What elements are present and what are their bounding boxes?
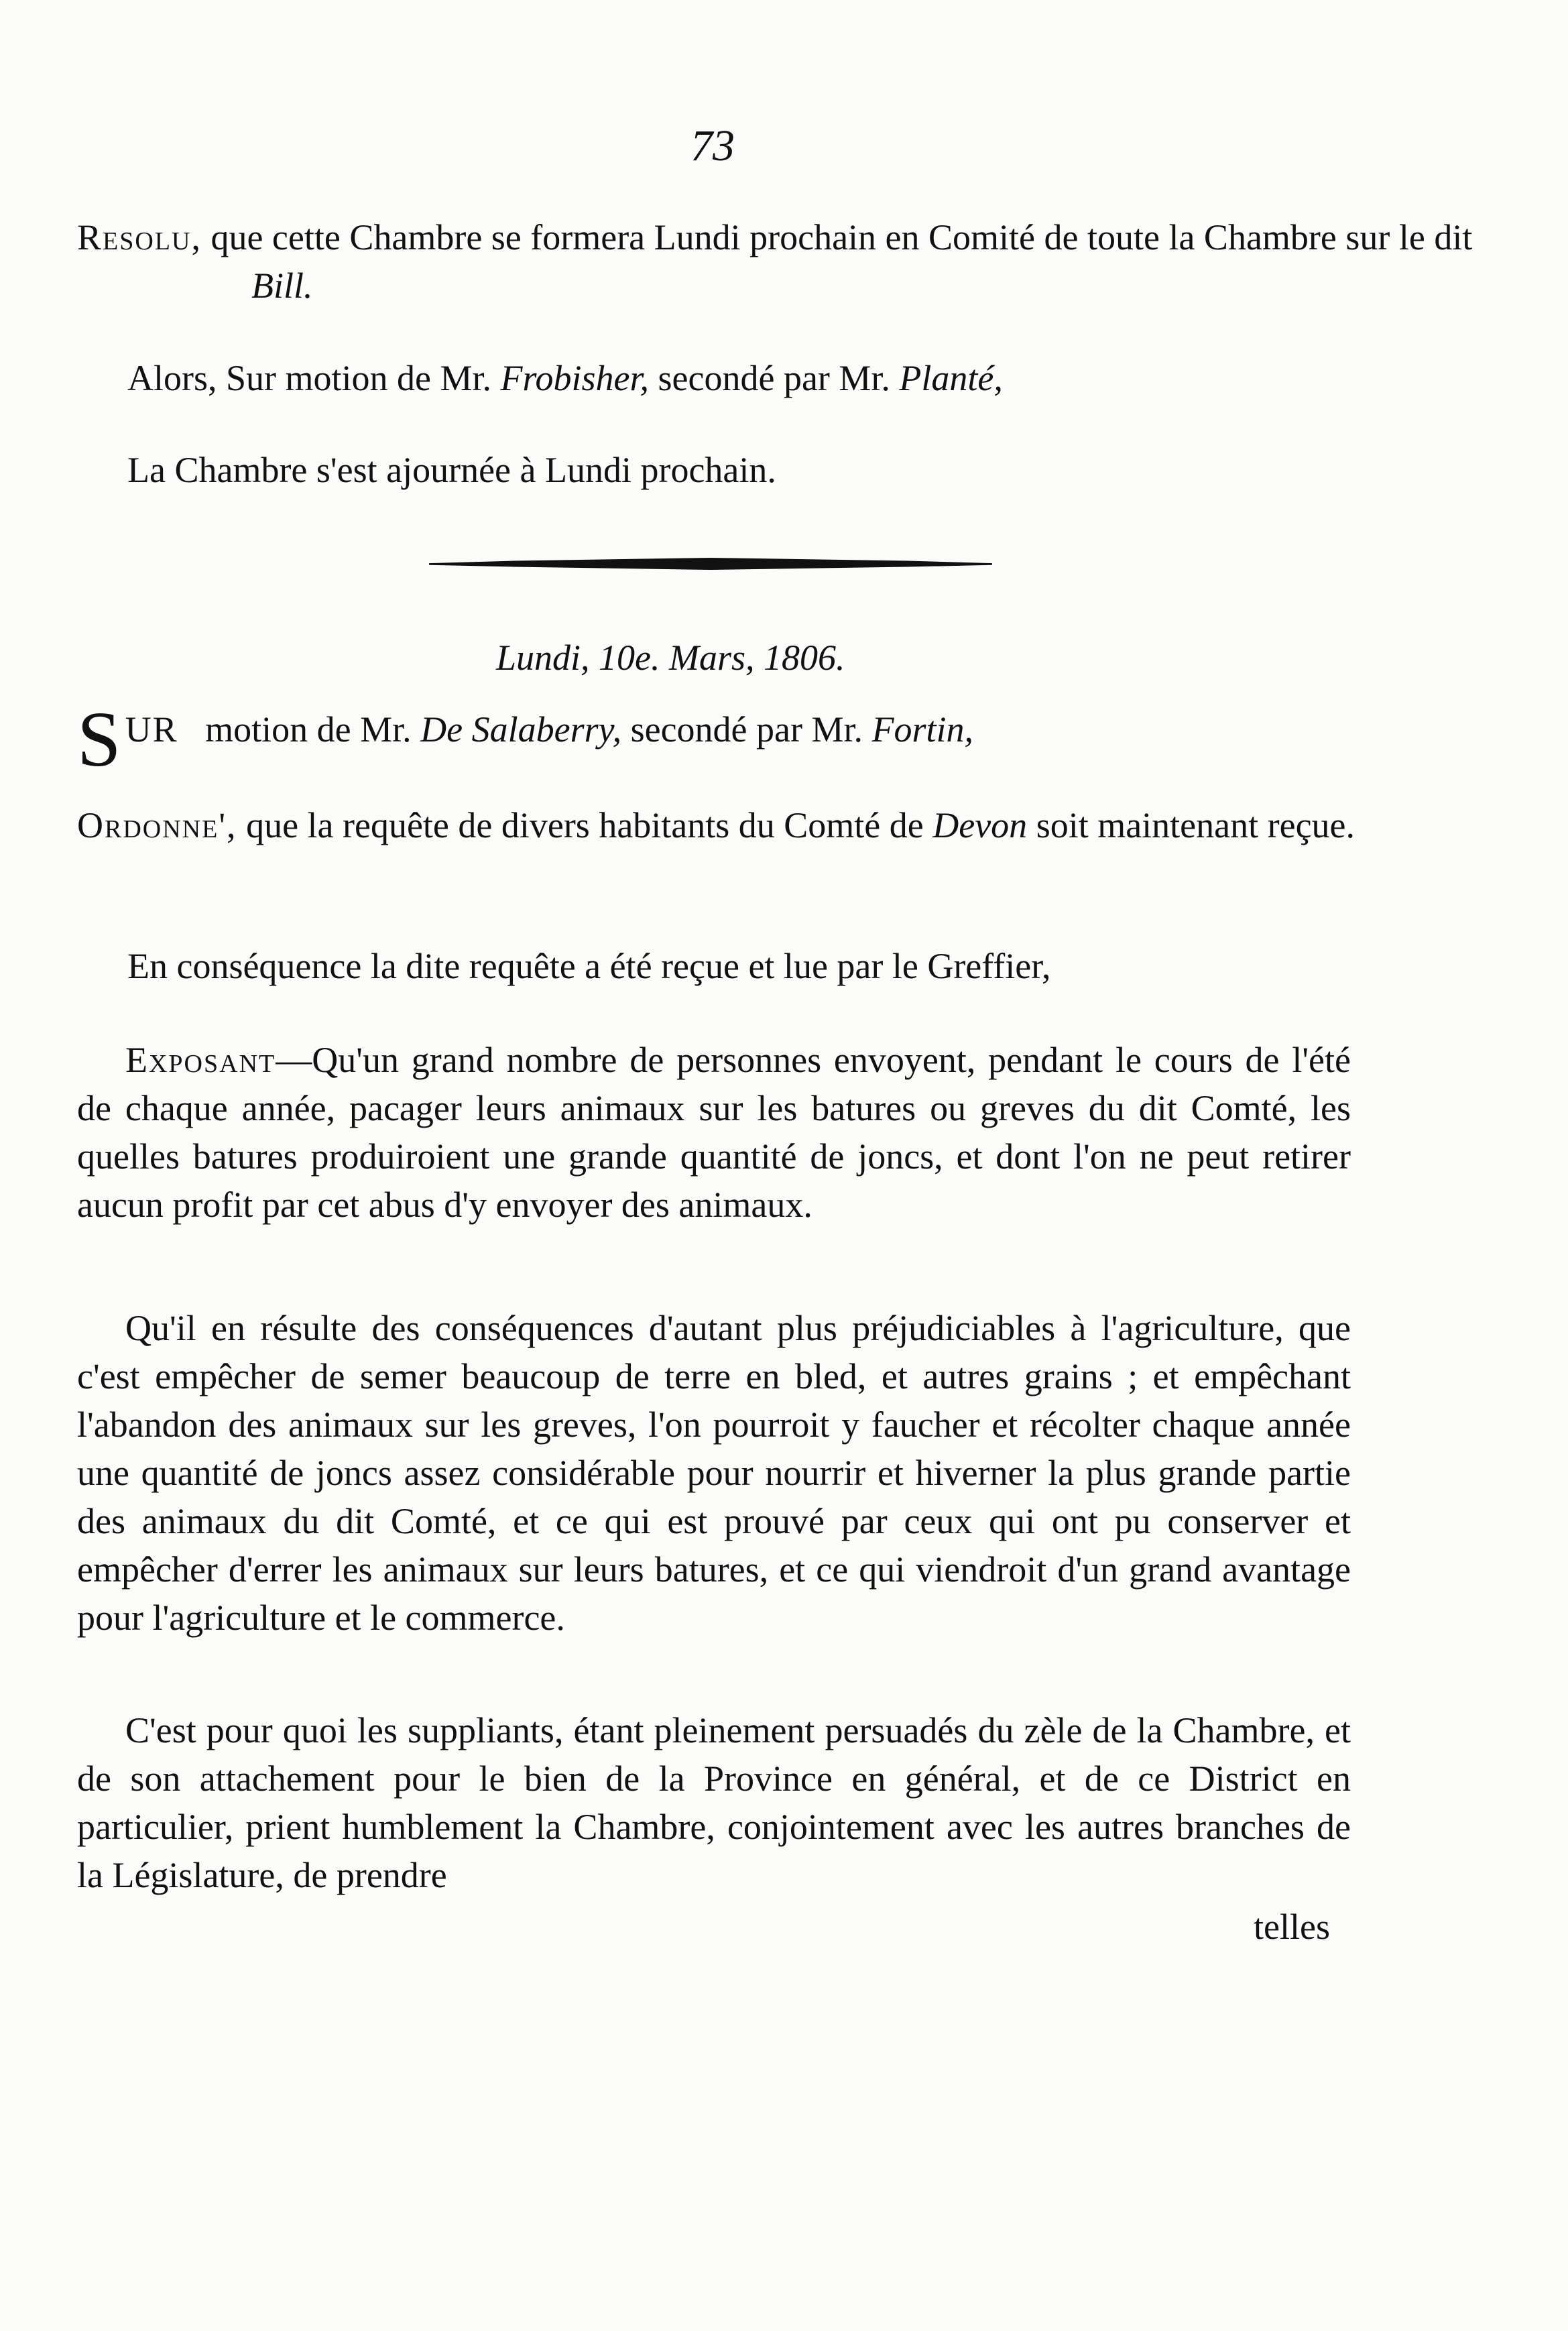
- alors-name-1: Frobisher,: [500, 358, 650, 398]
- ordonne-text-1: que la requête de divers habitants du Comté de: [246, 805, 924, 845]
- resolu-label: Resolu,: [77, 217, 202, 257]
- alors-text-1: Alors, Sur motion de Mr.: [127, 358, 492, 398]
- sur-caps: UR: [125, 709, 178, 750]
- ordonne-text-2: soit maintenant reçue.: [1036, 805, 1355, 845]
- alors-name-2: Planté,: [899, 358, 1003, 398]
- sur-text-1: motion de Mr.: [205, 709, 412, 750]
- quil-paragraph: Qu'il en résulte des conséquences d'autant plus préjudiciables à l'agriculture, que c'est empêcher de semer beaucoup de terre en bled, et autres grains ; et empêchant l'abandon des animaux sur les greves, l'on pourroit y faucher et récolter chaque année une quantité de joncs assez considérable pour nourrir et hiverner la plus grande partie des animaux du dit Comté, et ce qui est prouvé par ceux qui ont pu conserver et empêcher d'errer les animaux sur leurs batures, et ce qui viendroit d'un grand avantage pour l'agriculture et le commerce.: [77, 1308, 1351, 1638]
- alors-line: [127, 354, 1334, 402]
- sur-name-2: Fortin,: [871, 709, 974, 750]
- consequence-line: En conséquence la dite requête a été reçue et lue par le Greffier,: [127, 946, 1051, 986]
- drop-cap: S: [77, 695, 121, 783]
- date-month: Mars,: [669, 638, 755, 678]
- ordonne-paragraph: [77, 801, 1525, 849]
- resolu-text: que cette Chambre se formera Lundi prochain en Comité de toute la Chambre sur le dit: [210, 217, 1473, 257]
- section-divider: [429, 558, 992, 570]
- date-day: Lundi,: [496, 638, 590, 678]
- cest-paragraph: C'est pour quoi les suppliants, étant pleinement persuadés du zèle de la Chambre, et de son attachement pour le bien de la Province en général, et de ce District en particulier, prient humblement la Chambre, conjointement avec les autres branches de la Législature, de prendre: [77, 1710, 1351, 1895]
- bill-word: Bill.: [251, 265, 313, 306]
- resolu-paragraph: [77, 213, 1525, 310]
- date-num: 10e.: [599, 638, 660, 678]
- sur-line: [77, 695, 1351, 783]
- date-year: 1806.: [764, 638, 845, 678]
- catchword: telles: [1254, 1907, 1330, 1947]
- page-number: 73: [690, 121, 735, 170]
- sur-text-2: secondé par Mr.: [630, 709, 863, 750]
- adjourn-line: La Chambre s'est ajournée à Lundi prochain.: [127, 450, 776, 490]
- alors-text-2: secondé par Mr.: [658, 358, 890, 398]
- date-heading: [496, 634, 1099, 682]
- sur-name-1: De Salaberry,: [420, 709, 622, 750]
- exposant-paragraph: [77, 1036, 1351, 1229]
- exposant-text: —Qu'un grand nombre de personnes envoyent, pendant le cours de l'été de chaque année, pacager leurs animaux sur les batures ou greves du dit Comté, les quelles batures produiroient une grande quantité de joncs, et dont l'on ne peut retirer aucun profit par cet abus d'y envoyer des animaux.: [77, 1040, 1351, 1225]
- ordonne-place: Devon: [932, 805, 1028, 845]
- exposant-label: Exposant: [125, 1040, 276, 1080]
- ordonne-label: Ordonne',: [77, 805, 237, 845]
